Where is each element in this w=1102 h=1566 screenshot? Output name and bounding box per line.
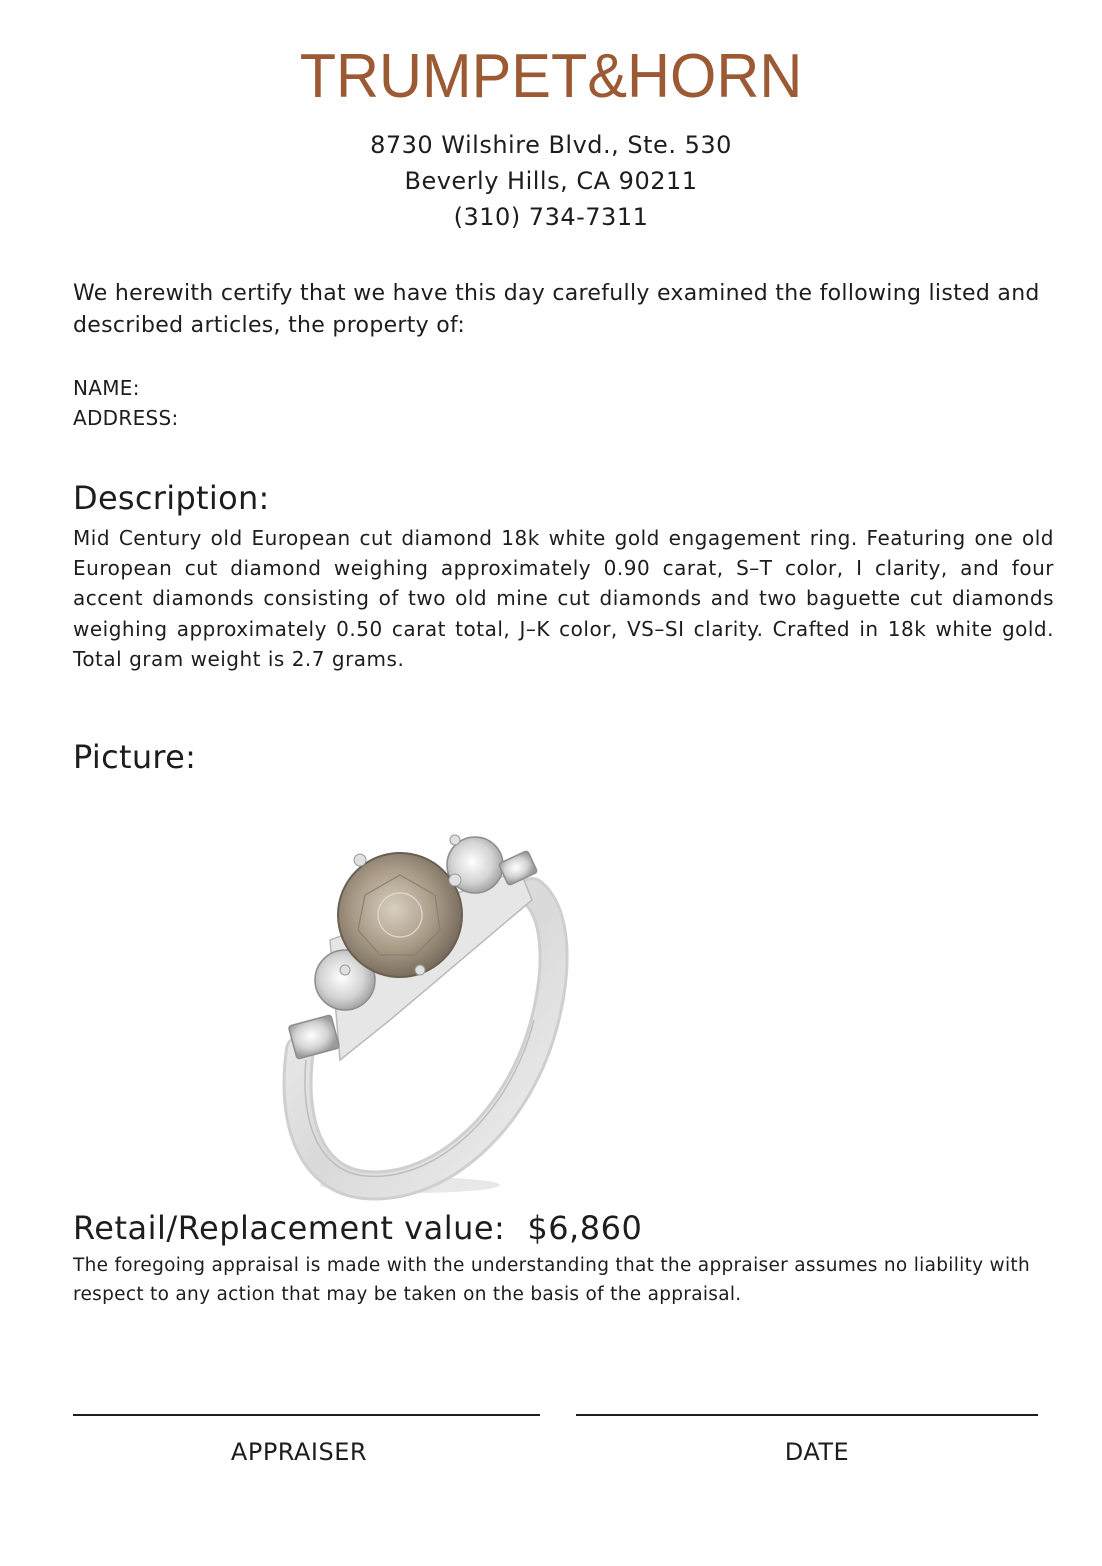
date-signature-line: [576, 1414, 1038, 1416]
description-body: Mid Century old European cut diamond 18k white gold engagement ring. Featuring one old European cut diamond weighing approximately 0.90 carat, S–T color, I clarity, and four accent diamonds consisting of two old mine cut diamonds and two baguette cut diamonds weighing approximately 0.50 carat total, J–K color, VS–SI clarity. Crafted in 18k white gold. Total gram weight is 2.7 grams.: [73, 526, 1054, 671]
certification-statement: We herewith certify that we have this day carefully examined the following listed and described articles, the property of:: [73, 281, 1040, 338]
address-line-2: Beverly Hills, CA 90211: [404, 167, 698, 195]
name-label: NAME:: [73, 376, 140, 400]
valuation-row: [73, 1206, 642, 1250]
address-line-1: 8730 Wilshire Blvd., Ste. 530: [370, 131, 732, 159]
brand-logo: TRUMPET&HORN: [299, 42, 803, 111]
valuation-amount: $6,860: [527, 1209, 643, 1247]
valuation-label: Retail/Replacement value:: [73, 1209, 506, 1247]
address-label: ADDRESS:: [73, 406, 179, 430]
diamond-ring-photo: [270, 820, 590, 1210]
description-heading: Description:: [73, 479, 270, 517]
appraiser-label: APPRAISER: [230, 1438, 368, 1466]
disclaimer-text: The foregoing appraisal is made with the understanding that the appraiser assumes no liability with respect to any action that may be taken on the basis of the appraisal.: [73, 1255, 1031, 1305]
phone-number: (310) 734-7311: [453, 203, 649, 231]
appraiser-signature-line: [73, 1414, 540, 1416]
date-label: DATE: [784, 1438, 850, 1466]
picture-heading: Picture:: [73, 738, 197, 776]
